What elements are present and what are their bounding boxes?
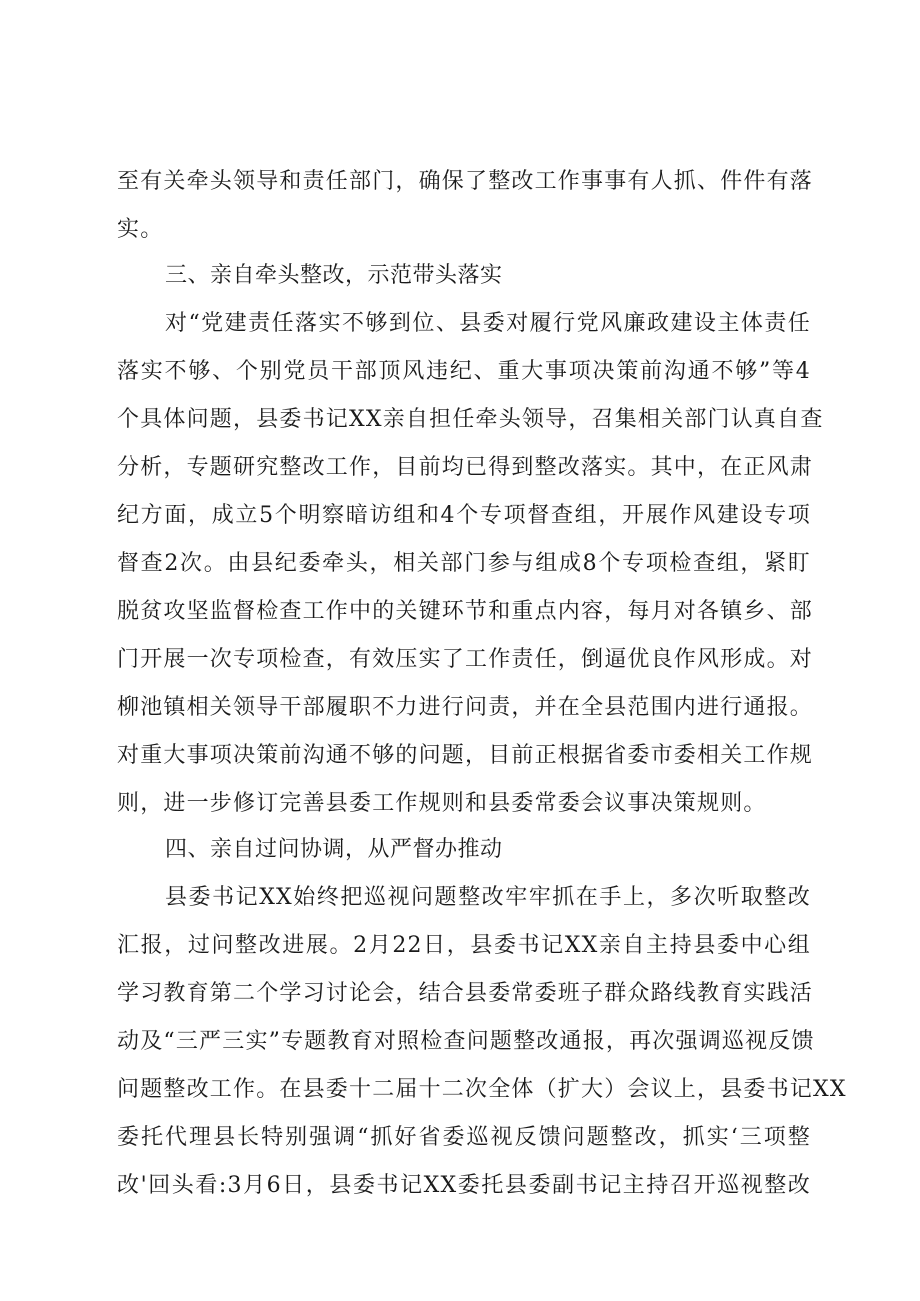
body-line: 汇报，过问整改进展。2月22日，县委书记XX亲自主持县委中心组	[117, 933, 811, 958]
body-line: 纪方面，成立5个明察暗访组和4个专项督查组，开展作风建设专项	[117, 503, 811, 528]
body-line: 督查2次。由县纪委牵头，相关部门参与组成8个专项检查组，紧盯	[117, 551, 811, 576]
body-line: 柳池镇相关领导干部履职不力进行问责，并在全县范围内进行通报。	[117, 695, 814, 720]
body-line: 至有关牵头领导和责任部门，确保了整改工作事事有人抓、件件有落	[117, 169, 814, 194]
body-line: 动及“三严三实”专题教育对照检查问题整改通报，再次强调巡视反馈	[117, 1029, 815, 1054]
body-line: 问题整改工作。在县委十二届十二次全体（扩大）会议上，县委书记XX	[117, 1077, 847, 1102]
body-line: 个具体问题，县委书记XX亲自担任牵头领导，召集相关部门认真自查	[117, 407, 824, 432]
body-line: 实。	[117, 217, 164, 242]
body-line: 脱贫攻坚监督检查工作中的关键环节和重点内容，每月对各镇乡、部	[117, 599, 814, 624]
body-line: 分析，专题研究整改工作，目前均已得到整改落实。其中，在正风肃	[117, 455, 814, 480]
body-line: 对重大事项决策前沟通不够的问题，目前正根据省委市委相关工作规	[117, 743, 814, 768]
body-line: 改'回头看:3月6日，县委书记XX委托县委副书记主持召开巡视整改	[117, 1173, 811, 1198]
body-line: 对“党建责任落实不够到位、县委对履行党风廉政建设主体责任	[165, 311, 811, 336]
section-heading-4: 四、亲自过问协调，从严督办推动	[165, 837, 503, 862]
body-line: 门开展一次专项检查，有效压实了工作责任，倒逼优良作风形成。对	[117, 647, 814, 672]
body-line: 县委书记XX始终把巡视问题整改牢牢抓在手上，多次听取整改	[165, 885, 811, 910]
body-line: 委托代理县长特别强调“抓好省委巡视反馈问题整改，抓实‘三项整	[117, 1125, 811, 1150]
section-heading-3: 三、亲自牵头整改，示范带头落实	[165, 263, 503, 288]
body-line: 落实不够、个别党员干部顶风违纪、重大事项决策前沟通不够”等4	[117, 359, 811, 384]
body-line: 则，进一步修订完善县委工作规则和县委常委会议事决策规则。	[117, 791, 767, 816]
body-line: 学习教育第二个学习讨论会，结合县委常委班子群众路线教育实践活	[117, 981, 814, 1006]
